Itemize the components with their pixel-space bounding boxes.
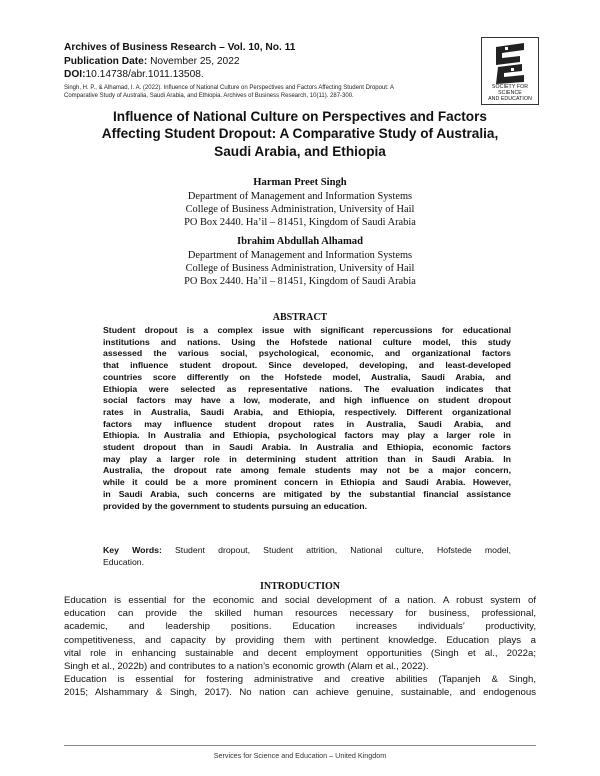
abstract-text: Student dropout is a complex issue with significant repercussions for educational institutions and nations. Using the Hofstede national culture model, this study assessed the various social, psychological, economic, and organizational factors that influence student dropout. Since developed, developing, and least-developed countries score differently on the Hofstede model, Australia, Saudi Arabia, and Ethiopia were selected as representative nations. The evaluation indicates that social factors may have a low, moderate, and high influence on student dropout rates in Australia, Saudi Arabia, and Ethiopia, respectively. Different organizational factors may influence student dropout rates in Australia, Saudi Arabia, and Ethiopia. In Australia and Ethiopia, psychological factors may play a larger role in student dropout than in Saudi Arabia. In Australia and Ethiopia, economic factors may play a larger role in determining student attrition than in Saudi Arabia. In Australia, the dropout rate among female students may not be a major concern, while it could be a more prominent concern in Ethiopia and Saudi Arabia. However, in Saudi Arabia, such concerns are mitigated by the substantial financial assistance provided by the government to students pursuing an education.	[103, 325, 511, 511]
introduction-text: Education is essential for the economic and social development of a nation. A robust system of education can provide the skilled human resources necessary for business, professional, academic, and leadership positions. Education increases individuals’ productivity, competitiveness, and capacity by providing them with pertinent knowledge. Education plays a vital role in enhancing sustainable and decent employment opportunities (Singh et al., 2022a; Singh et al., 2022b) and contributes to a nation’s economic growth (Alam et al., 2022). Education is essential for fostering administrative and creative abilities (Tapanjeh & Singh, 2015; Alshammary & Singh, 2017). No nation can achieve genuine, sustainable, and endogenous	[64, 595, 536, 699]
introduction-heading: INTRODUCTION	[259, 581, 340, 592]
logo-caption: SOCIETY FOR SCIENCE AND EDUCATION	[488, 84, 532, 102]
page-footer: Services for Science and Education – United Kingdom	[213, 751, 387, 760]
keywords: Key Words: Student dropout, Student attrition, National culture, Hofstede model, Education.	[103, 545, 511, 567]
sse-logo-icon	[490, 41, 530, 85]
doi[interactable]: DOI:10.14738/abr.1011.13508.	[64, 69, 204, 80]
journal-name: Archives of Business Research – Vol. 10, No. 11	[64, 42, 296, 53]
keywords-label: Key Words:	[103, 545, 162, 555]
author-affiliation: Department of Management and Information Systems	[187, 250, 413, 261]
author-address: PO Box 2440. Ha’il – 81451, Kingdom of Saudi Arabia	[184, 276, 416, 287]
abstract-heading: ABSTRACT	[272, 312, 328, 323]
author-address: PO Box 2440. Ha’il – 81451, Kingdom of Saudi Arabia	[184, 217, 416, 228]
publication-date: Publication Date: November 25, 2022	[64, 55, 240, 67]
paper-title: Influence of National Culture on Perspectives and Factors Affecting Student Dropout: A Comparative Study of Australia, Saudi Arabia, and Ethiopia	[101, 109, 499, 159]
author-block-1	[120, 176, 480, 229]
journal-header	[64, 41, 472, 100]
author-name: Harman Preet Singh	[253, 177, 347, 188]
citation: Singh, H. P., & Alhamad, I. A. (2022). Influence of National Culture on Perspectives and Factors Affecting Student Dropout: A Comparative Study of Australia, Saudi Arabia, and Ethiopia. Archives of Business Research, 10(11). 287-300.	[64, 84, 394, 99]
author-name: Ibrahim Abdullah Alhamad	[237, 236, 363, 247]
author-affiliation: Department of Management and Information Systems	[187, 191, 413, 202]
society-logo	[481, 37, 539, 105]
author-affiliation: College of Business Administration, University of Hail	[185, 263, 415, 274]
author-block-2	[120, 235, 480, 288]
author-affiliation: College of Business Administration, University of Hail	[185, 204, 415, 215]
footer-divider	[64, 745, 536, 746]
